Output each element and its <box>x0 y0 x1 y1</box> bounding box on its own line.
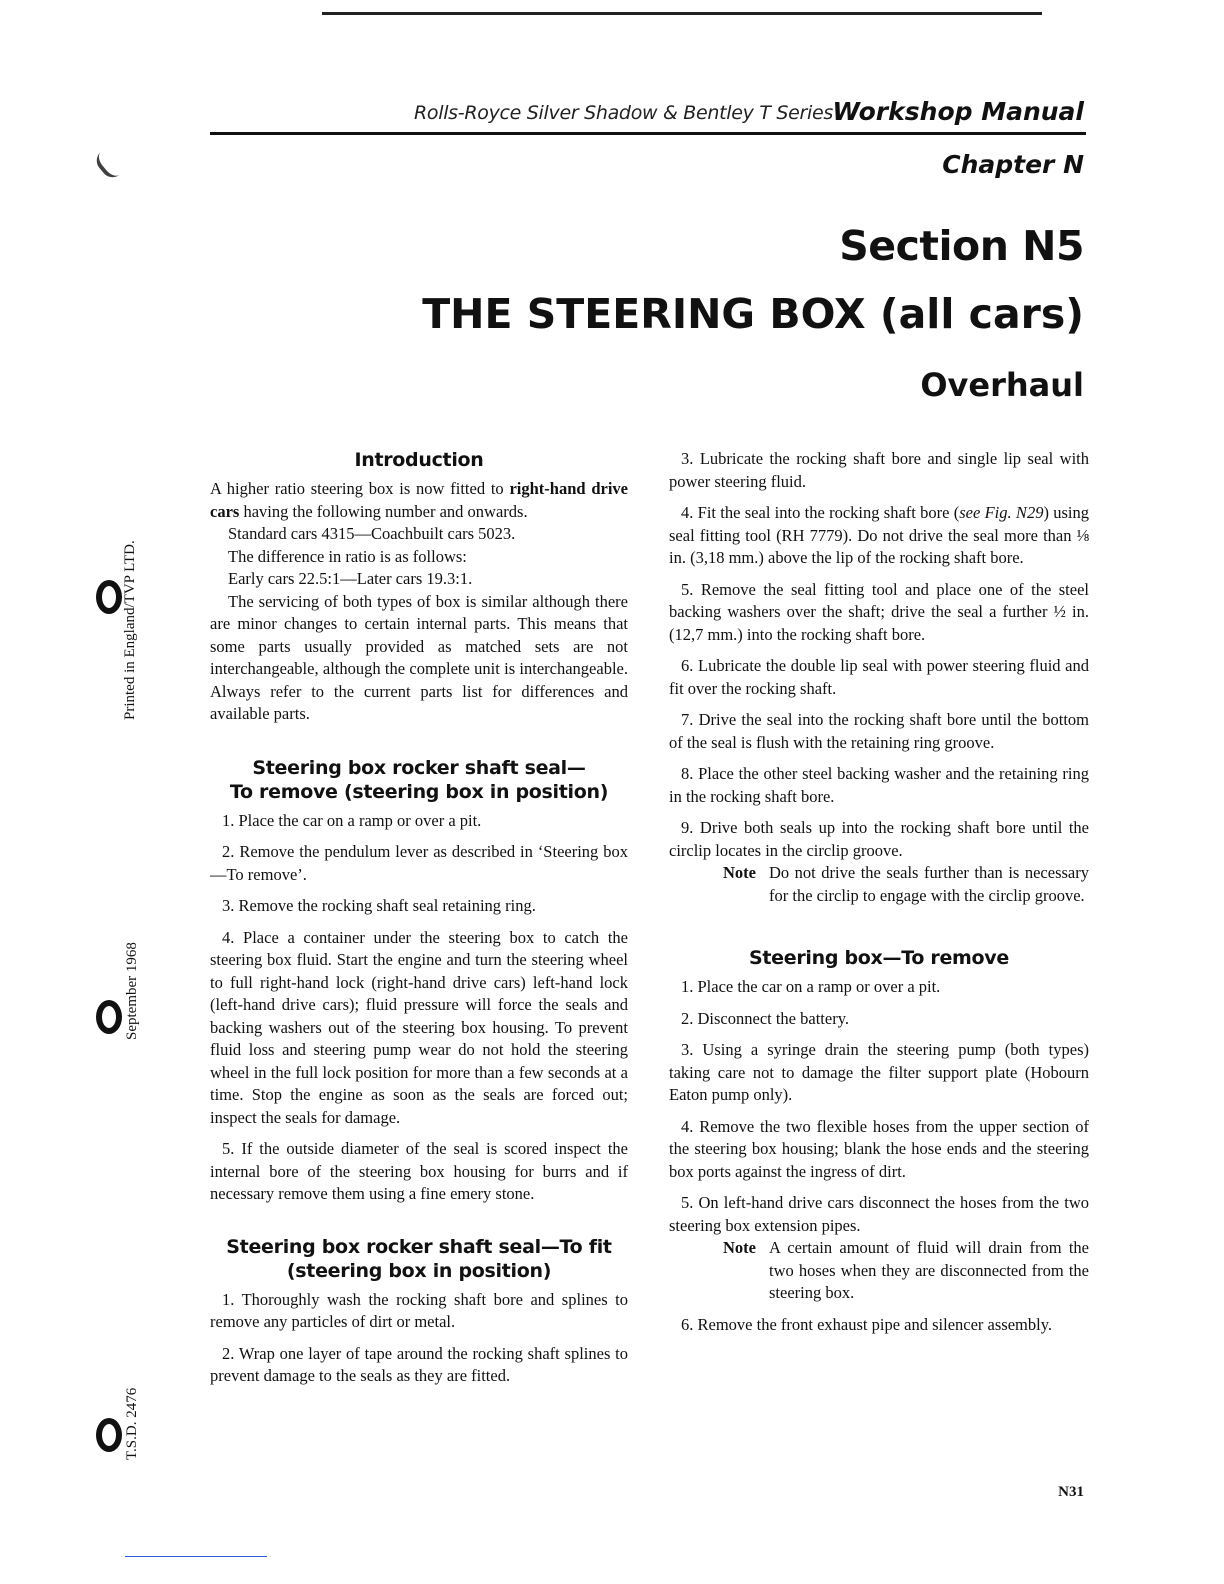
procedure-step: 4. Place a container under the steering box to catch the steering box fluid. Start the engine and turn the steering wheel to full right-hand lock (right-hand drive cars) left-hand lock (left-hand drive cars); fluid pressure will force the seals and backing washers out of the steering box housing. To prevent fluid loss and steering pump wear do not hold the steering wheel in the full lock position for more than a few seconds at a time. Stop the engine as soon as the seals are forced out; inspect the seals for damage. <box>210 927 628 1127</box>
printed-in-note: Printed in England/TVP LTD. <box>122 540 138 720</box>
manual-series-title: Rolls-Royce Silver Shadow & Bentley T Series <box>414 102 833 124</box>
procedure-step: 3. Remove the rocking shaft seal retaining ring. <box>222 896 536 915</box>
workshop-manual-label: Workshop Manual <box>832 97 1084 126</box>
intro-line: Early cars 22.5:1—Later cars 19.3:1. <box>228 569 473 588</box>
print-date: September 1968 <box>124 942 140 1040</box>
step-text: 4. Fit the seal into the rocking shaft bore ( <box>681 503 960 522</box>
figure-reference: see Fig. N29 <box>959 503 1044 522</box>
intro-paragraph: The servicing of both types of box is similar although there are minor changes to certain internal parts. This means that some parts usually provided as matched sets are not interchangeable, although the complete unit is interchangeable. Always refer to the current parts list for differences and available parts. <box>210 591 628 723</box>
procedure-step: 3. Using a syringe drain the steering pump (both types) taking care not to damage the filter support plate (Hobourn Eaton pump only). <box>669 1040 1089 1104</box>
section-subtitle: Overhaul <box>920 366 1084 404</box>
procedure-step: 6. Lubricate the double lip seal with power steering fluid and fit over the rocking shaft. <box>669 656 1089 698</box>
box-remove-heading: Steering box—To remove <box>749 947 1009 969</box>
note-block <box>723 862 1089 907</box>
procedure-step: 1. Place the car on a ramp or over a pit. <box>222 810 482 830</box>
note-label: Note <box>723 1238 756 1257</box>
heading-line: Steering box rocker shaft seal— <box>252 756 586 779</box>
seal-remove-heading <box>210 756 628 804</box>
procedure-step: 1. Place the car on a ramp or over a pit. <box>681 977 941 996</box>
section-number: Section N5 <box>839 222 1084 270</box>
procedure-step <box>669 502 1089 570</box>
procedure-step: 3. Lubricate the rocking shaft bore and single lip seal with power steering fluid. <box>669 449 1089 491</box>
procedure-step: 9. Drive both seals up into the rocking shaft bore until the circlip locates in the circlip groove. <box>669 818 1089 860</box>
procedure-step: 1. Thoroughly wash the rocking shaft bore and splines to remove any particles of dirt or metal. <box>210 1289 628 1331</box>
seal-fit-heading <box>210 1235 628 1283</box>
procedure-step: 7. Drive the seal into the rocking shaft bore until the bottom of the seal is flush with the retaining ring groove. <box>669 710 1089 752</box>
punch-hole-icon <box>96 580 122 614</box>
intro-text: A higher ratio steering box is now fitted to <box>210 479 510 498</box>
introduction-heading: Introduction <box>354 449 484 471</box>
intro-text: having the following number and onwards. <box>239 501 528 521</box>
note-label: Note <box>723 863 756 882</box>
procedure-step: 2. Remove the pendulum lever as described in ‘Steering box—To remove’. <box>210 842 628 884</box>
top-scan-rule <box>322 12 1042 15</box>
punch-hole-icon <box>96 1000 122 1034</box>
intro-line: The difference in ratio is as follows: <box>228 546 467 566</box>
punch-hole-icon <box>96 1418 122 1452</box>
section-title: THE STEERING BOX (all cars) <box>422 290 1084 338</box>
procedure-step: 5. If the outside diameter of the seal is scored inspect the internal bore of the steering box housing for burrs and if necessary remove them using a fine emery stone. <box>210 1139 628 1203</box>
corner-curl-mark <box>92 140 134 182</box>
note-text: A certain amount of fluid will drain from the two hoses when they are disconnected from the steering box. <box>769 1238 1089 1302</box>
header-divider <box>210 132 1086 135</box>
procedure-step: 2. Wrap one layer of tape around the rocking shaft splines to prevent damage to the seals as they are fitted. <box>210 1343 628 1385</box>
step-text: ) using seal fitting tool (RH 7779). Do not drive the seal more than ⅛ in. (3,18 mm.) above the lip of the rocking shaft bore. <box>669 503 1089 567</box>
note-text: Do not drive the seals further than is necessary for the circlip to engage with the circlip groove. <box>769 863 1089 905</box>
right-column <box>669 448 1089 1345</box>
procedure-step: 2. Disconnect the battery. <box>681 1008 849 1028</box>
procedure-step: 5. Remove the seal fitting tool and place one of the steel backing washers over the shaft; drive the seal a further ½ in. (12,7 mm.) into the rocking shaft bore. <box>669 579 1089 644</box>
tsd-number: T.S.D. 2476 <box>124 1387 140 1460</box>
intro-paragraph <box>210 478 628 523</box>
left-column <box>210 448 628 1397</box>
chapter-label: Chapter N <box>942 150 1084 179</box>
heading-line: Steering box rocker shaft seal—To fit <box>226 1235 612 1258</box>
note-block <box>723 1237 1089 1305</box>
heading-line: (steering box in position) <box>286 1259 552 1282</box>
binder-margin <box>88 0 168 1584</box>
page-number: N31 <box>1058 1484 1084 1500</box>
bottom-underline <box>125 1556 267 1557</box>
procedure-step: 4. Remove the two flexible hoses from the upper section of the steering box housing; blank the hose ends and the steering box ports against the ingress of dirt. <box>669 1116 1089 1181</box>
procedure-step: 8. Place the other steel backing washer and the retaining ring in the rocking shaft bore. <box>669 764 1089 806</box>
heading-line: To remove (steering box in position) <box>229 780 609 803</box>
procedure-step: 5. On left-hand drive cars disconnect the hoses from the two steering box extension pipes. <box>669 1193 1089 1235</box>
procedure-step: 6. Remove the front exhaust pipe and silencer assembly. <box>681 1314 1052 1334</box>
intro-line: Standard cars 4315—Coachbuilt cars 5023. <box>228 524 516 543</box>
intro-bold-text: right-hand drive cars <box>210 479 629 521</box>
